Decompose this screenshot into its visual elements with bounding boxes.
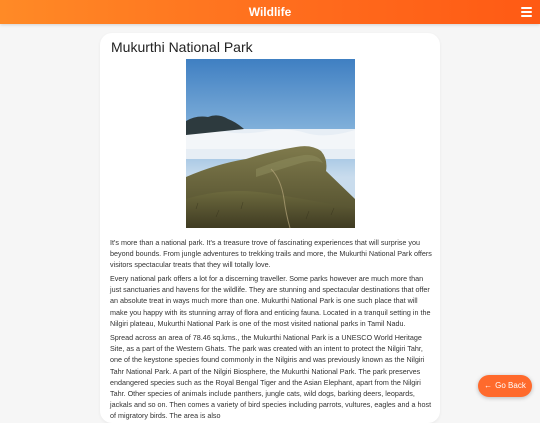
hamburger-menu-icon[interactable]: [521, 7, 532, 17]
article-paragraph: Every national park offers a lot for a discerning traveller. Some parks however are much more than just sanctuaries and havens for the wildlife. They are stunning and spectacular destinations that offer an absolute treat in ways much more than one. Mukurthi National Park is one such place that will make you happy with its stunning array of flora and enticing fauna. Located in a tranquil setting in the Nilgiri plateau, Mukurthi National Park is one of the most visited national parks in Tamil Nadu.: [110, 274, 431, 328]
article-paragraph: It's more than a national park. It's a treasure trove of fascinating experiences that will surprise you beyond bounds. From jungle adventures to trekking trails and more, the Mukurthi National Park offers visitors spectacular treats that they will totally love.: [110, 238, 432, 270]
top-app-bar: [0, 0, 540, 24]
go-back-button[interactable]: [478, 375, 532, 397]
go-back-label: Go Back: [495, 381, 526, 390]
article-paragraph: Spread across an area of 78.46 sq.kms., the Mukurthi National Park is a UNESCO World Heritage Site, as a part of the Western Ghats. The park was created with an intent to protect the Nilgiri Tahr, one of the keystone species found commonly in the Nilgiris and was previously known as the Nilgiri Tahr National Park. A part of the Nilgiri Biosphere, the Mukurthi National Park. The park preserves endangered species such as the Royal Bengal Tiger and the Asian Elephant, apart from the Nilgiri Tahr. Other species of animals include panthers, jungle cats, wild dogs, barking deers, leopards, jackals and so on. Then comes a variety of bird species including parrots, vultures, eagles and a host of migratory birds. The area is also: [110, 333, 432, 421]
mountain-landscape-image: [186, 59, 355, 228]
article-card: [100, 33, 440, 423]
page-title: Mukurthi National Park: [111, 39, 253, 55]
app-title: Wildlife: [248, 5, 292, 19]
arrow-left-icon: ←: [484, 381, 493, 390]
